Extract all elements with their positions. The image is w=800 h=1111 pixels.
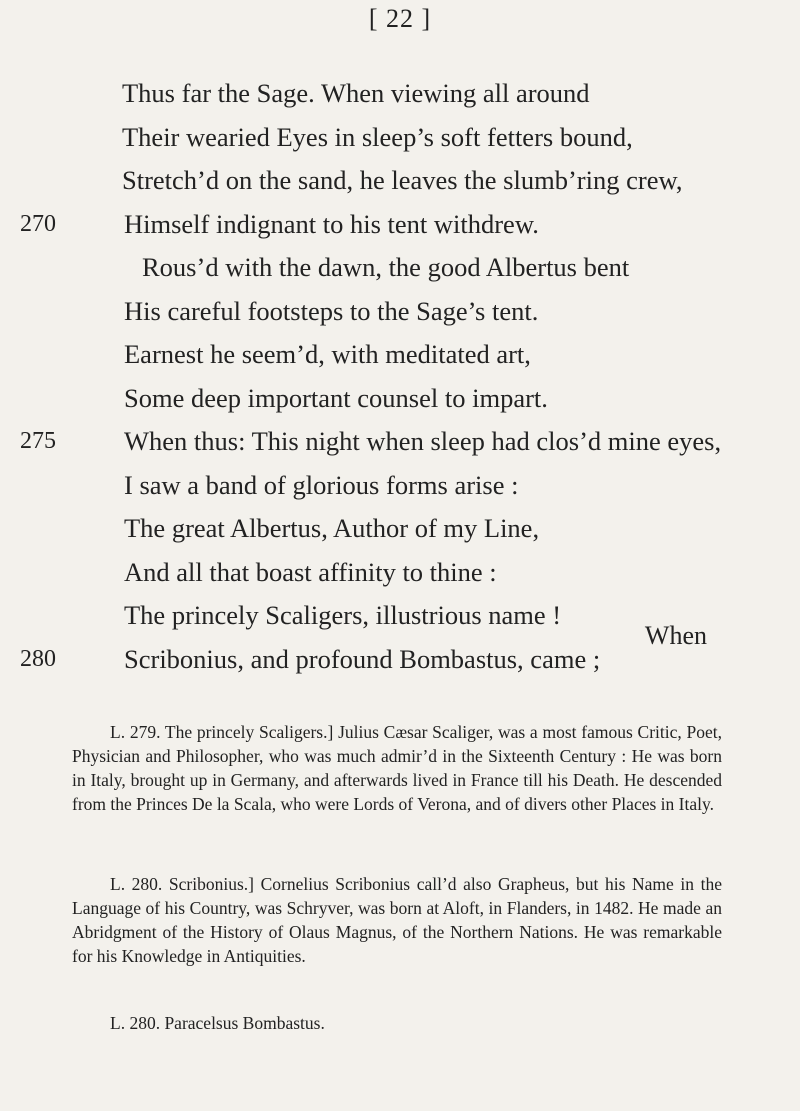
line-number: 270 [20, 210, 56, 237]
footnote-text: L. 279. The princely Scaligers.] Julius Cæsar Scaliger, was a most famous Critic, Poet, Physician and Philosopher, who was much admir’d in the Sixteenth Century : He was born in Italy, brought up in Germany, and afterwards lived in France till his Death. He descended from the Princes De la Scala, who were Lords of Verona, and of divers other Places in Italy. [72, 722, 722, 814]
verse-text: Earnest he seem’d, with meditated art, [124, 339, 531, 369]
verse-text: I saw a band of glorious forms arise : [124, 469, 519, 500]
page-number: [ 22 ] [368, 4, 432, 33]
footnote [72, 1011, 722, 1035]
verse-text: Himself indignant to his tent withdrew. [124, 208, 539, 239]
footnote [72, 872, 722, 968]
catchword: When [644, 621, 707, 650]
line-number: 275 [20, 428, 56, 454]
verse-text: Some deep important counsel to impart. [124, 382, 548, 413]
verse-text: The great Albertus, Author of my Line, [124, 513, 540, 543]
verse-text: Stretch’d on the sand, he leaves the slumb’ring crew, [122, 165, 683, 195]
verse-text: The princely Scaligers, illustrious name ! [124, 600, 562, 630]
verse-text: His careful footsteps to the Sage’s tent. [124, 295, 539, 326]
verse-text: And all that boast affinity to thine : [124, 556, 497, 587]
footnote-text: L. 280. Scribonius.] Cornelius Scribonius call’d also Grapheus, but his Name in the Language of his Country, was Schryver, was born at Aloft, in Flanders, in 1482. He made an Abridgment of the History of Olaus Magnus, of the Northern Nations. He was remarkable for his Knowledge in Antiquities. [72, 874, 722, 966]
line-number: 280 [20, 645, 56, 672]
verse-text: Thus far the Sage. When viewing all around [122, 78, 590, 108]
footnote [72, 720, 722, 816]
footnote-text: L. 280. Paracelsus Bombastus. [110, 1013, 325, 1033]
verse-text: When thus: This night when sleep had clos’d mine eyes, [124, 426, 722, 456]
verse-text: Rous’d with the dawn, the good Albertus bent [142, 252, 630, 282]
verse-text: Scribonius, and profound Bombastus, came ; [124, 643, 601, 674]
verse-text: Their wearied Eyes in sleep’s soft fetters bound, [122, 121, 633, 152]
